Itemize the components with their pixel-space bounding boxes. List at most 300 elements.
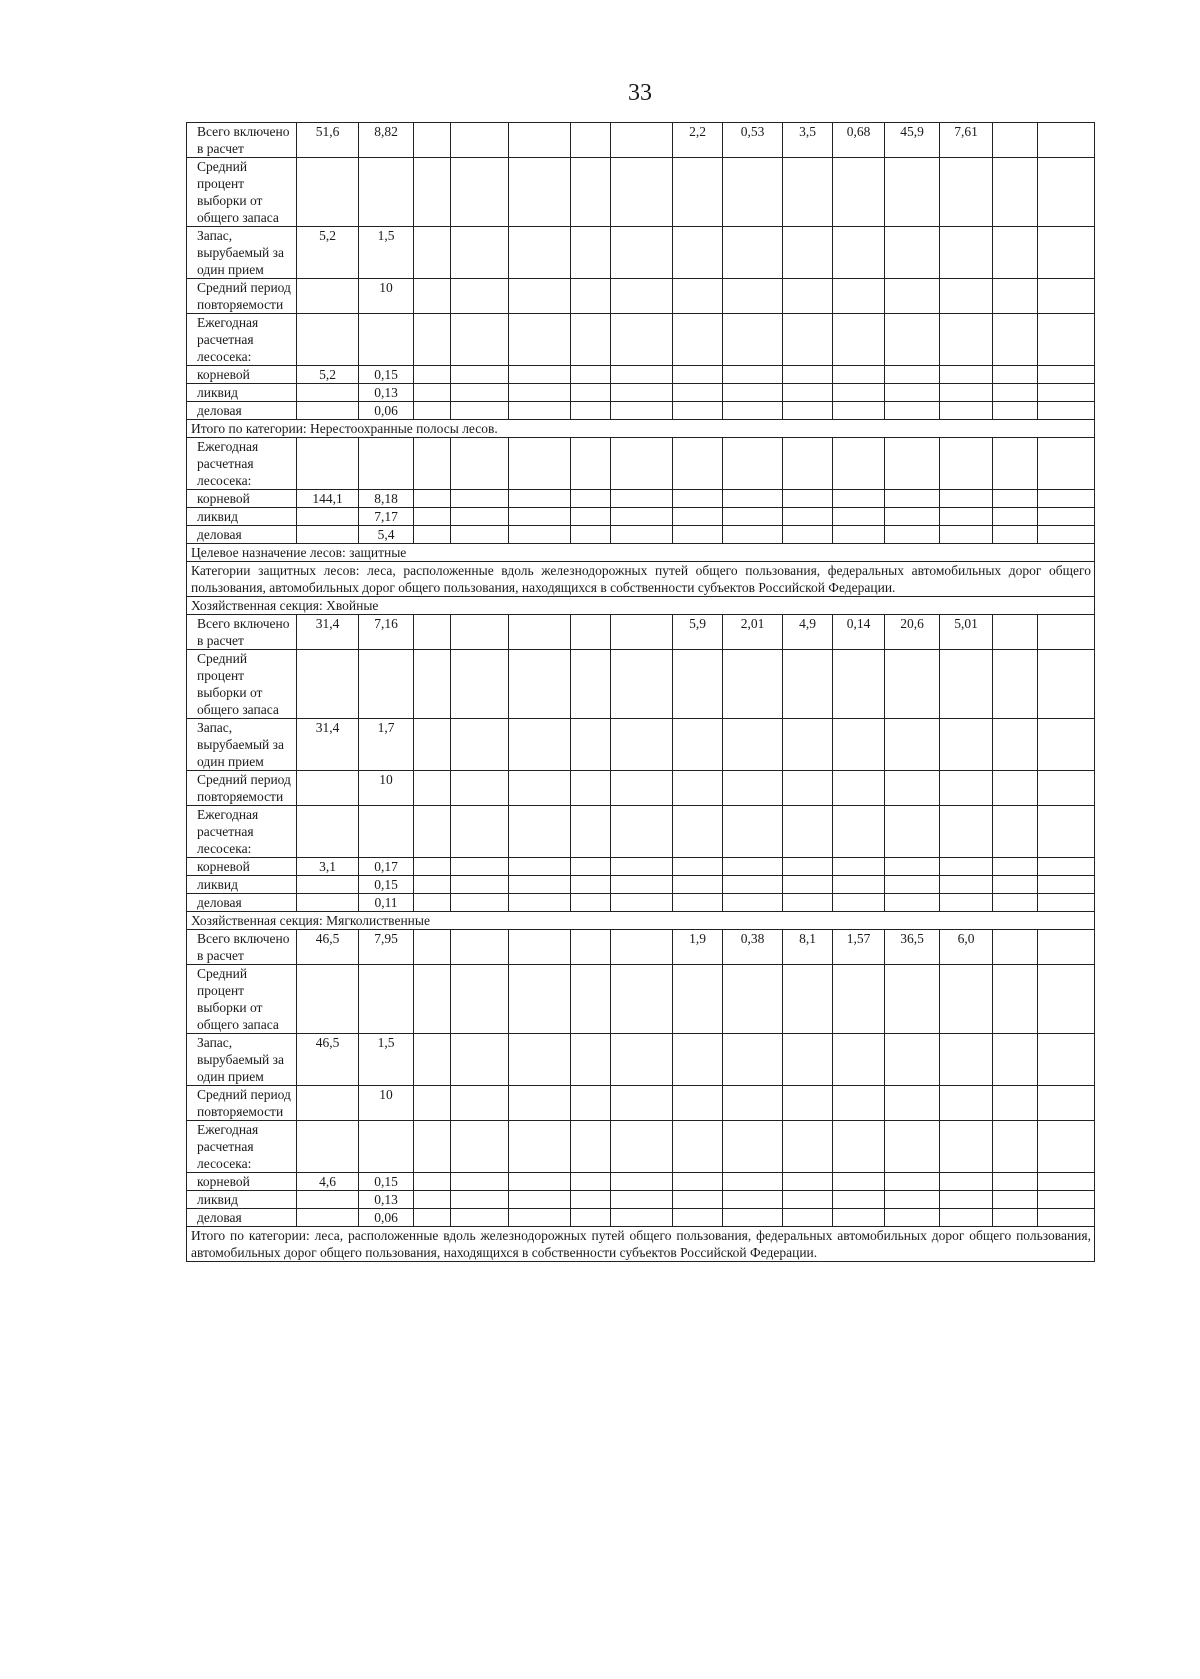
table-cell xyxy=(611,1173,673,1191)
table-cell xyxy=(297,1121,359,1173)
table-row xyxy=(187,930,1095,965)
table-cell xyxy=(509,650,571,719)
table-cell xyxy=(993,1034,1038,1086)
table-cell xyxy=(414,806,451,858)
row-label: ликвид xyxy=(187,1191,297,1209)
table-cell xyxy=(1038,1034,1095,1086)
table-cell xyxy=(414,438,451,490)
table-cell xyxy=(571,650,611,719)
table-cell xyxy=(783,158,833,227)
table-row xyxy=(187,876,1095,894)
table-cell xyxy=(673,227,723,279)
table-row xyxy=(187,490,1095,508)
table-cell xyxy=(414,876,451,894)
table-cell xyxy=(414,894,451,912)
table-cell xyxy=(571,508,611,526)
table-cell xyxy=(414,227,451,279)
table-cell xyxy=(1038,384,1095,402)
table-cell xyxy=(940,806,993,858)
table-cell xyxy=(297,158,359,227)
table-cell xyxy=(611,1086,673,1121)
table-cell xyxy=(1038,650,1095,719)
table-cell: 4,9 xyxy=(783,615,833,650)
table-cell xyxy=(783,1121,833,1173)
table-cell xyxy=(783,965,833,1034)
table-cell xyxy=(940,1086,993,1121)
table-cell xyxy=(451,490,509,508)
table-cell xyxy=(1038,402,1095,420)
table-cell xyxy=(993,1209,1038,1227)
table-cell xyxy=(885,438,940,490)
table-cell xyxy=(297,1209,359,1227)
table-cell xyxy=(571,158,611,227)
table-cell xyxy=(885,1191,940,1209)
table-cell xyxy=(509,719,571,771)
table-cell xyxy=(451,858,509,876)
table-cell xyxy=(359,650,414,719)
table-cell: 7,95 xyxy=(359,930,414,965)
table-cell xyxy=(940,438,993,490)
section-conifer: Хозяйственная секция: Хвойные xyxy=(187,597,1095,615)
table-cell xyxy=(993,1121,1038,1173)
table-cell xyxy=(940,508,993,526)
table-cell: 0,15 xyxy=(359,366,414,384)
row-label: ликвид xyxy=(187,384,297,402)
table-cell xyxy=(414,366,451,384)
table-cell xyxy=(833,384,885,402)
table-cell xyxy=(833,1173,885,1191)
table-cell xyxy=(1038,806,1095,858)
table-cell xyxy=(833,650,885,719)
table-cell xyxy=(414,858,451,876)
category-total-2-body xyxy=(187,1227,1095,1262)
table-cell xyxy=(451,876,509,894)
table-cell xyxy=(509,806,571,858)
table-cell xyxy=(1038,508,1095,526)
table-cell xyxy=(509,279,571,314)
table-cell xyxy=(723,508,783,526)
page-number: 33 xyxy=(628,80,652,106)
table-cell xyxy=(451,930,509,965)
table-row xyxy=(187,965,1095,1034)
table-cell: 2,01 xyxy=(723,615,783,650)
table-cell xyxy=(723,490,783,508)
table-cell xyxy=(940,876,993,894)
table-cell xyxy=(673,650,723,719)
table-cell: 3,5 xyxy=(783,123,833,158)
table-cell xyxy=(414,650,451,719)
table-cell xyxy=(783,366,833,384)
table-cell xyxy=(993,402,1038,420)
table-row xyxy=(187,438,1095,490)
table-cell xyxy=(571,719,611,771)
table-cell xyxy=(673,876,723,894)
table-cell xyxy=(1038,1173,1095,1191)
table-cell xyxy=(940,490,993,508)
table-cell xyxy=(723,876,783,894)
table-cell xyxy=(940,279,993,314)
table-cell xyxy=(1038,894,1095,912)
table-cell xyxy=(783,1173,833,1191)
table-cell xyxy=(509,930,571,965)
table-cell xyxy=(940,1034,993,1086)
table-cell xyxy=(885,1209,940,1227)
table-cell xyxy=(885,366,940,384)
table-cell xyxy=(571,876,611,894)
table-cell xyxy=(885,279,940,314)
table-cell xyxy=(451,366,509,384)
table-cell xyxy=(451,526,509,544)
table-cell xyxy=(611,1209,673,1227)
table-cell xyxy=(885,158,940,227)
table-cell xyxy=(509,490,571,508)
table-cell xyxy=(414,1121,451,1173)
table-cell xyxy=(783,771,833,806)
table-row xyxy=(187,806,1095,858)
table-cell xyxy=(414,384,451,402)
table-cell xyxy=(723,366,783,384)
table-cell xyxy=(611,806,673,858)
table-cell xyxy=(783,1086,833,1121)
table-cell: 1,7 xyxy=(359,719,414,771)
table-cell xyxy=(833,490,885,508)
table-cell xyxy=(297,1191,359,1209)
table-cell xyxy=(993,158,1038,227)
table-row xyxy=(187,158,1095,227)
table-cell xyxy=(723,314,783,366)
table-cell xyxy=(359,806,414,858)
table-cell: 0,06 xyxy=(359,402,414,420)
table-cell xyxy=(414,402,451,420)
table-cell xyxy=(359,1121,414,1173)
table-cell xyxy=(414,719,451,771)
table-cell xyxy=(940,366,993,384)
table-cell xyxy=(451,806,509,858)
table-cell xyxy=(783,438,833,490)
table-cell: 8,18 xyxy=(359,490,414,508)
block-4 xyxy=(187,930,1095,1227)
table-cell xyxy=(885,490,940,508)
table-cell xyxy=(509,402,571,420)
table-cell xyxy=(509,526,571,544)
table-cell xyxy=(571,1034,611,1086)
table-cell xyxy=(993,894,1038,912)
row-label: Всего включено в расчет xyxy=(187,123,297,158)
row-label: деловая xyxy=(187,894,297,912)
table-cell: 7,16 xyxy=(359,615,414,650)
table-cell xyxy=(833,1086,885,1121)
table-cell xyxy=(1038,965,1095,1034)
table-cell: 31,4 xyxy=(297,719,359,771)
category-total-2: Итого по категории: леса, расположенные вдоль железнодорожных путей общего пользования, федеральных автомобильных дорог общего пользования, автомобильных дорог общего пользования, находящихся в собственности субъектов Российской Федерации. xyxy=(187,1227,1095,1262)
table-cell xyxy=(451,1173,509,1191)
row-label: Ежегодная расчетная лесосека: xyxy=(187,806,297,858)
table-cell xyxy=(1038,526,1095,544)
table-cell xyxy=(885,771,940,806)
table-row xyxy=(187,1034,1095,1086)
table-cell xyxy=(940,650,993,719)
table-cell xyxy=(1038,1086,1095,1121)
table-cell xyxy=(673,1209,723,1227)
table-cell xyxy=(571,490,611,508)
table-cell: 5,01 xyxy=(940,615,993,650)
table-cell xyxy=(451,227,509,279)
table-cell xyxy=(611,719,673,771)
table-cell xyxy=(414,279,451,314)
table-cell xyxy=(451,1121,509,1173)
table-cell xyxy=(723,384,783,402)
table-cell: 0,68 xyxy=(833,123,885,158)
table-cell xyxy=(1038,158,1095,227)
table-cell xyxy=(940,158,993,227)
table-cell xyxy=(611,438,673,490)
table-cell xyxy=(993,930,1038,965)
table-cell xyxy=(611,526,673,544)
table-cell xyxy=(1038,490,1095,508)
row-label: Запас, вырубаемый за один прием xyxy=(187,227,297,279)
table-cell xyxy=(993,384,1038,402)
table-cell xyxy=(723,1121,783,1173)
table-cell xyxy=(414,526,451,544)
table-cell xyxy=(611,876,673,894)
table-cell xyxy=(414,1173,451,1191)
table-cell xyxy=(571,1121,611,1173)
table-row xyxy=(187,1191,1095,1209)
table-cell xyxy=(451,1191,509,1209)
table-cell xyxy=(783,279,833,314)
table-cell xyxy=(1038,123,1095,158)
table-cell xyxy=(297,402,359,420)
row-label: деловая xyxy=(187,526,297,544)
table-row xyxy=(187,526,1095,544)
table-cell xyxy=(611,1191,673,1209)
table-cell: 0,15 xyxy=(359,876,414,894)
table-cell xyxy=(571,965,611,1034)
table-cell xyxy=(993,965,1038,1034)
table-cell xyxy=(993,279,1038,314)
table-cell xyxy=(571,438,611,490)
table-row xyxy=(187,719,1095,771)
table-cell xyxy=(723,1209,783,1227)
row-label: Средний период повторяемости xyxy=(187,1086,297,1121)
table-cell xyxy=(509,227,571,279)
table-cell: 1,5 xyxy=(359,227,414,279)
table-cell xyxy=(993,123,1038,158)
table-cell xyxy=(783,1034,833,1086)
table-cell xyxy=(885,965,940,1034)
table-cell: 10 xyxy=(359,1086,414,1121)
table-cell xyxy=(509,1209,571,1227)
row-label: Ежегодная расчетная лесосека: xyxy=(187,1121,297,1173)
table-cell xyxy=(833,526,885,544)
table-row xyxy=(187,771,1095,806)
table-cell xyxy=(509,771,571,806)
table-cell xyxy=(833,438,885,490)
table-cell xyxy=(783,719,833,771)
table-cell xyxy=(414,965,451,1034)
table-cell xyxy=(940,858,993,876)
table-row xyxy=(187,508,1095,526)
table-cell: 8,1 xyxy=(783,930,833,965)
table-cell xyxy=(1038,279,1095,314)
table-row xyxy=(187,314,1095,366)
table-cell: 8,82 xyxy=(359,123,414,158)
table-cell xyxy=(509,1173,571,1191)
table-cell xyxy=(509,123,571,158)
table-row xyxy=(187,227,1095,279)
table-cell: 51,6 xyxy=(297,123,359,158)
table-cell xyxy=(783,227,833,279)
table-cell xyxy=(673,384,723,402)
table-cell xyxy=(673,279,723,314)
table-cell xyxy=(673,366,723,384)
table-cell xyxy=(451,719,509,771)
table-cell xyxy=(833,1191,885,1209)
table-cell: 0,13 xyxy=(359,384,414,402)
table-cell xyxy=(611,858,673,876)
table-cell xyxy=(885,526,940,544)
table-cell xyxy=(993,227,1038,279)
table-cell xyxy=(723,279,783,314)
table-cell xyxy=(723,894,783,912)
table-cell xyxy=(611,158,673,227)
table-cell xyxy=(451,894,509,912)
section-softwood: Хозяйственная секция: Мягколиственные xyxy=(187,912,1095,930)
table-cell xyxy=(359,158,414,227)
table-cell xyxy=(571,1209,611,1227)
table-cell xyxy=(885,314,940,366)
table-cell xyxy=(940,1191,993,1209)
table-cell xyxy=(993,314,1038,366)
block-3 xyxy=(187,615,1095,912)
table-cell xyxy=(451,314,509,366)
table-cell xyxy=(509,876,571,894)
table-cell: 0,17 xyxy=(359,858,414,876)
table-row xyxy=(187,402,1095,420)
table-row xyxy=(187,1121,1095,1173)
cutting-area-table xyxy=(186,122,1095,1262)
table-cell xyxy=(993,508,1038,526)
table-cell: 36,5 xyxy=(885,930,940,965)
table-cell xyxy=(571,858,611,876)
table-cell xyxy=(611,384,673,402)
table-cell xyxy=(993,876,1038,894)
table-cell xyxy=(723,771,783,806)
table-cell xyxy=(509,1121,571,1173)
table-cell xyxy=(833,965,885,1034)
table-cell xyxy=(414,930,451,965)
table-cell xyxy=(723,806,783,858)
table-cell xyxy=(611,615,673,650)
table-cell xyxy=(1038,1209,1095,1227)
table-cell xyxy=(993,806,1038,858)
table-cell xyxy=(833,279,885,314)
table-cell xyxy=(611,508,673,526)
table-cell xyxy=(673,508,723,526)
table-cell: 1,9 xyxy=(673,930,723,965)
row-label: корневой xyxy=(187,366,297,384)
row-label: Ежегодная расчетная лесосека: xyxy=(187,438,297,490)
table-cell xyxy=(509,1086,571,1121)
table-cell xyxy=(1038,719,1095,771)
table-cell xyxy=(723,438,783,490)
category-total-1: Итого по категории: Нерестоохранные полосы лесов. xyxy=(187,420,1095,438)
table-cell xyxy=(673,719,723,771)
table-cell xyxy=(414,771,451,806)
table-cell: 3,1 xyxy=(297,858,359,876)
table-cell xyxy=(509,508,571,526)
table-cell xyxy=(509,314,571,366)
row-label: деловая xyxy=(187,1209,297,1227)
table-cell xyxy=(414,1191,451,1209)
block-2 xyxy=(187,438,1095,544)
table-cell xyxy=(783,650,833,719)
table-cell xyxy=(509,158,571,227)
table-cell xyxy=(783,508,833,526)
table-cell xyxy=(993,771,1038,806)
table-cell: 46,5 xyxy=(297,1034,359,1086)
table-cell xyxy=(297,384,359,402)
table-cell xyxy=(833,806,885,858)
table-cell xyxy=(833,858,885,876)
table-cell xyxy=(414,314,451,366)
table-cell xyxy=(673,858,723,876)
table-cell: 20,6 xyxy=(885,615,940,650)
table-cell xyxy=(833,894,885,912)
table-cell xyxy=(414,615,451,650)
table-cell xyxy=(297,650,359,719)
table-cell xyxy=(833,876,885,894)
table-cell xyxy=(885,894,940,912)
table-cell xyxy=(571,1191,611,1209)
table-cell xyxy=(993,1191,1038,1209)
table-cell xyxy=(723,402,783,420)
row-label: корневой xyxy=(187,490,297,508)
table-cell xyxy=(673,1191,723,1209)
table-cell xyxy=(359,965,414,1034)
table-cell xyxy=(297,279,359,314)
table-cell xyxy=(414,123,451,158)
table-cell xyxy=(885,508,940,526)
table-cell xyxy=(673,314,723,366)
table-cell xyxy=(833,1209,885,1227)
table-cell xyxy=(940,384,993,402)
row-label: корневой xyxy=(187,1173,297,1191)
table-cell: 5,9 xyxy=(673,615,723,650)
table-cell xyxy=(993,615,1038,650)
forest-purpose: Целевое назначение лесов: защитные xyxy=(187,544,1095,562)
table-cell xyxy=(571,894,611,912)
table-cell xyxy=(509,894,571,912)
table-cell xyxy=(571,402,611,420)
table-cell xyxy=(414,490,451,508)
table-cell xyxy=(940,1173,993,1191)
table-cell xyxy=(359,314,414,366)
table-cell xyxy=(885,1173,940,1191)
table-cell xyxy=(885,719,940,771)
table-cell: 46,5 xyxy=(297,930,359,965)
table-cell xyxy=(723,526,783,544)
table-cell xyxy=(993,650,1038,719)
table-cell xyxy=(673,806,723,858)
table-cell xyxy=(451,402,509,420)
table-cell: 0,13 xyxy=(359,1191,414,1209)
table-cell xyxy=(571,366,611,384)
table-row xyxy=(187,1173,1095,1191)
table-cell xyxy=(993,526,1038,544)
table-cell xyxy=(414,1086,451,1121)
table-cell xyxy=(940,1209,993,1227)
